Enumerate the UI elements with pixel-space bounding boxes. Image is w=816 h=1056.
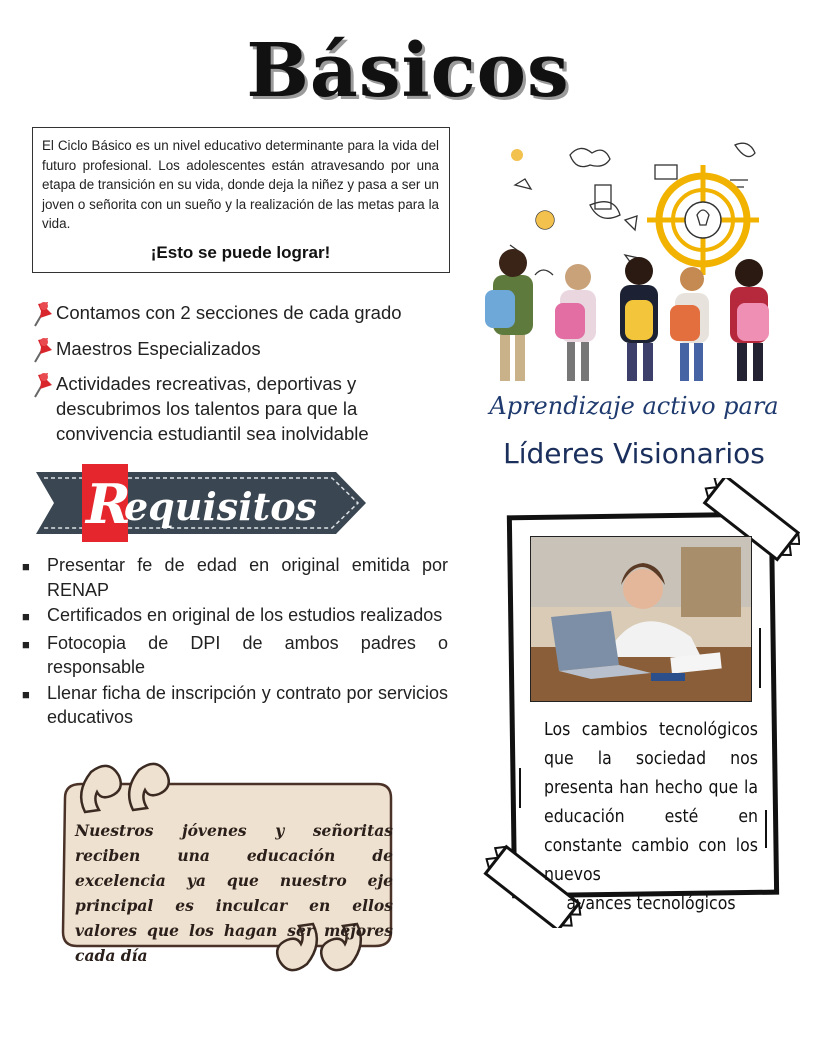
frame-caption-main: Los cambios tecnológicos que la sociedad nos presenta han hecho que la educación esté en constante cambio con los nuevos <box>544 720 758 885</box>
slogan-line-2: Líderes Visionarios <box>503 437 765 470</box>
intro-text: El Ciclo Básico es un nivel educativo determinante para la vida del futuro profesional. Los adolescentes están atravesando por una etapa de transición en su vida, donde deja la niñez y pasa a ser un joven o señorita con un sueño y la realización de las metas para la vida. <box>42 138 439 232</box>
requisitos-title: equisitos <box>124 484 317 529</box>
photo-frame <box>480 478 800 928</box>
intro-highlight: ¡Esto se puede lograr! <box>150 242 331 262</box>
list-item-text: Llenar ficha de inscripción y contrato por servicios educativos <box>47 682 448 727</box>
list-item <box>22 553 448 602</box>
feature-item <box>30 300 460 330</box>
square-bullet-icon: ■ <box>22 609 30 624</box>
list-item <box>22 603 448 630</box>
feature-item <box>30 336 460 366</box>
requisitos-banner <box>36 464 366 542</box>
feature-text: Actividades recreativas, deportivas y descubrimos los talentos para que la convivencia estudiantil sea inolvidable <box>56 373 369 444</box>
feature-text: Maestros Especializados <box>56 338 261 359</box>
feature-text: Contamos con 2 secciones de cada grado <box>56 302 402 323</box>
frame-caption <box>544 716 758 919</box>
list-item <box>22 681 448 730</box>
list-item-text: Fotocopia de DPI de ambos padres o responsable <box>47 632 448 677</box>
square-bullet-icon: ■ <box>22 636 30 652</box>
quote-text: Nuestros jóvenes y señoritas reciben una educación de excelencia ya que nuestro eje principal es inculcar en ellos valores que los hagan ser mejores cada día <box>75 821 393 965</box>
pushpin-icon <box>30 336 56 366</box>
list-item <box>22 631 448 680</box>
requisitos-initial: R <box>86 472 131 536</box>
feature-item <box>30 371 430 446</box>
list-item-text: Certificados en original de los estudios realizados <box>47 605 443 625</box>
frame-caption-last: avances tecnológicos <box>566 894 736 914</box>
square-bullet-icon: ■ <box>22 559 30 574</box>
slogan-line-1: Aprendizaje activo para <box>489 392 779 420</box>
pushpin-icon <box>30 300 56 330</box>
list-item-text: Presentar fe de edad en original emitida por RENAP <box>47 555 448 600</box>
pushpin-icon <box>30 371 56 401</box>
quote-box <box>55 760 400 980</box>
intro-box <box>32 127 450 273</box>
student-laptop-photo <box>530 536 752 702</box>
square-bullet-icon: ■ <box>22 686 30 702</box>
students-illustration <box>475 125 793 381</box>
page-title: Básicos <box>246 28 570 114</box>
requisitos-list <box>22 553 448 731</box>
